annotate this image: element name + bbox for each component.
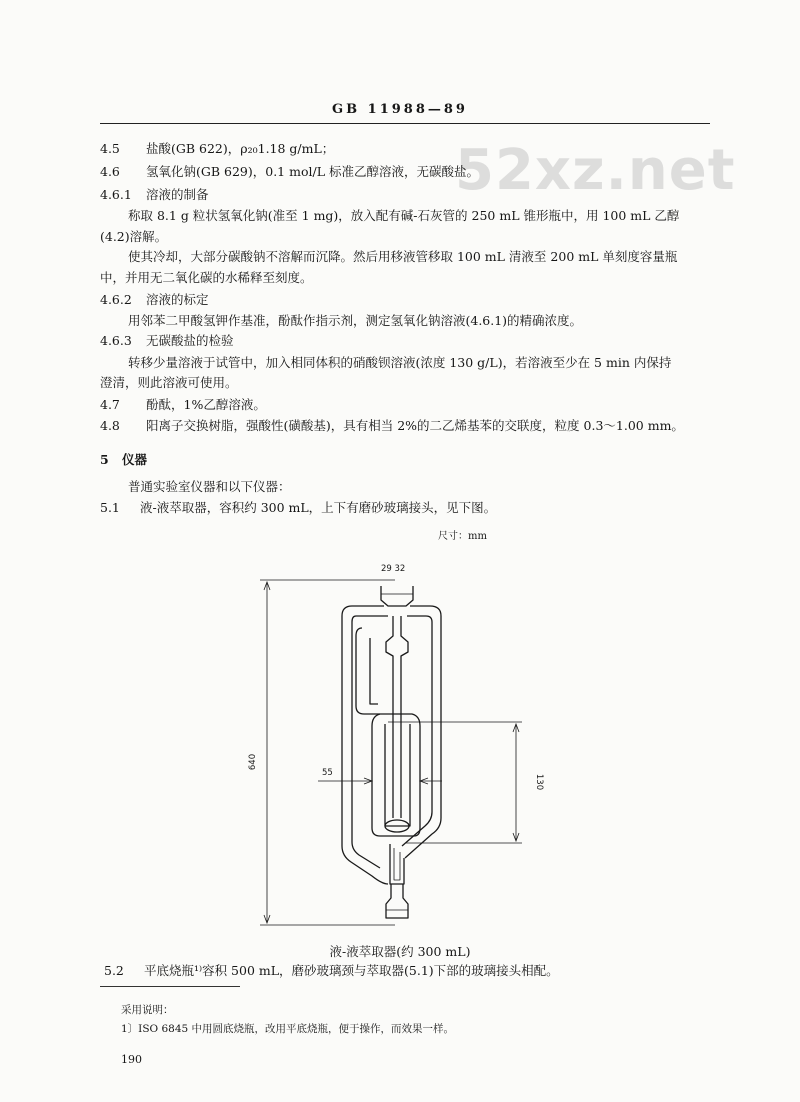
side-tube-left xyxy=(356,628,380,714)
clause-text: 盐酸(GB 622)，ρ₂₀1.18 g/mL； xyxy=(146,141,335,156)
clause-5-2 xyxy=(104,963,559,979)
clause-text: 阳离子交换树脂，强酸性(磺酸基)，具有相当 2%的二乙烯基苯的交联度，粒度 0.3～1.00 mm。 xyxy=(146,418,684,433)
outer-shell-left xyxy=(342,606,388,884)
clause-number: 4.6.1 xyxy=(100,187,132,202)
clause-number: 4.6.3 xyxy=(100,333,132,348)
unit-label: 尺寸：mm xyxy=(438,531,487,542)
page-header: GB 11988—89 xyxy=(332,102,468,117)
clause-text: 酚酞，1%乙醇溶液。 xyxy=(146,397,266,412)
paragraph-line: 澄清，则此溶液可使用。 xyxy=(100,375,238,390)
extractor-body xyxy=(342,586,441,918)
dim-label-inner-height: 130 xyxy=(534,773,544,791)
paragraph-line: 普通实验室仪器和以下仪器： xyxy=(128,479,291,494)
top-joint xyxy=(381,586,413,606)
clause-text: 平底烧瓶¹⁾容积 500 mL，磨砂玻璃颈与萃取器(5.1)下部的玻璃接头相配。 xyxy=(144,963,559,978)
paragraph-line: 称取 8.1 g 粒状氢氧化钠(准至 1 mg)，放入配有碱-石灰管的 250 mL 锥形瓶中，用 100 mL 乙醇 xyxy=(128,208,680,223)
clause-number: 5.2 xyxy=(104,963,124,978)
section-number: 5 xyxy=(100,452,109,467)
clause-text: 液-液萃取器，容积约 300 mL，上下有磨砂玻璃接头，见下图。 xyxy=(140,500,497,515)
central-tube-left xyxy=(386,616,393,818)
dimension-labels xyxy=(248,564,544,790)
dim-label-width: 55 xyxy=(322,768,333,778)
page-number: 190 xyxy=(121,1053,142,1066)
clause-number: 4.7 xyxy=(100,397,120,412)
paragraph-line: 转移少量溶液于试管中，加入相同体积的硝酸钡溶液(浓度 130 g/L)，若溶液至少在 5 min 内保持 xyxy=(128,355,672,370)
clause-heading: 无碳酸盐的检验 xyxy=(146,333,234,348)
watermark: 52xz.net xyxy=(455,138,736,203)
paragraph-line: 用邻苯二甲酸氢钾作基准，酚酞作指示剂，测定氢氧化钠溶液(4.6.1)的精确浓度。 xyxy=(128,313,583,328)
footnote-text: 1〕ISO 6845 中用圆底烧瓶，改用平底烧瓶，便于操作，而效果一样。 xyxy=(121,1023,455,1035)
dim-label-top-joint: 29 32 xyxy=(381,564,406,574)
dimension-lines xyxy=(260,580,522,925)
return-tube-inner xyxy=(394,848,400,880)
clause-number: 4.6.2 xyxy=(100,292,132,307)
clause-number: 4.5 xyxy=(100,141,120,156)
clause-text: 氢氧化钠(GB 629)，0.1 mol/L 标准乙醇溶液，无碳酸盐。 xyxy=(146,164,479,179)
clause-number: 4.6 xyxy=(100,164,120,179)
clause-number: 4.8 xyxy=(100,418,120,433)
footnote-title: 采用说明： xyxy=(121,1004,174,1016)
clause-number: 5.1 xyxy=(100,500,120,515)
bottom-joint xyxy=(386,884,408,918)
section-title: 仪器 xyxy=(122,452,148,467)
figure-caption: 液-液萃取器(约 300 mL) xyxy=(329,944,471,959)
inner-vessel xyxy=(372,714,420,836)
dim-label-height: 640 xyxy=(248,753,258,771)
clause-heading: 溶液的制备 xyxy=(146,187,209,202)
paragraph-line: (4.2)溶解。 xyxy=(100,229,168,244)
clause-heading: 溶液的标定 xyxy=(146,292,209,307)
footnote-separator xyxy=(100,986,240,987)
inner-vessel-wall xyxy=(385,724,410,826)
paragraph-line: 中，并用无二氧化碳的水稀释至刻度。 xyxy=(100,270,313,285)
central-tube-right xyxy=(401,616,408,818)
side-tube-left-inner xyxy=(370,638,378,704)
paragraph-line: 使其冷却，大部分碳酸钠不溶解而沉降。然后用移液管移取 100 mL 清液至 200 mL 单刻度容量瓶 xyxy=(128,249,678,264)
return-tube xyxy=(390,844,404,884)
outer-shell-inner-right xyxy=(402,616,432,846)
